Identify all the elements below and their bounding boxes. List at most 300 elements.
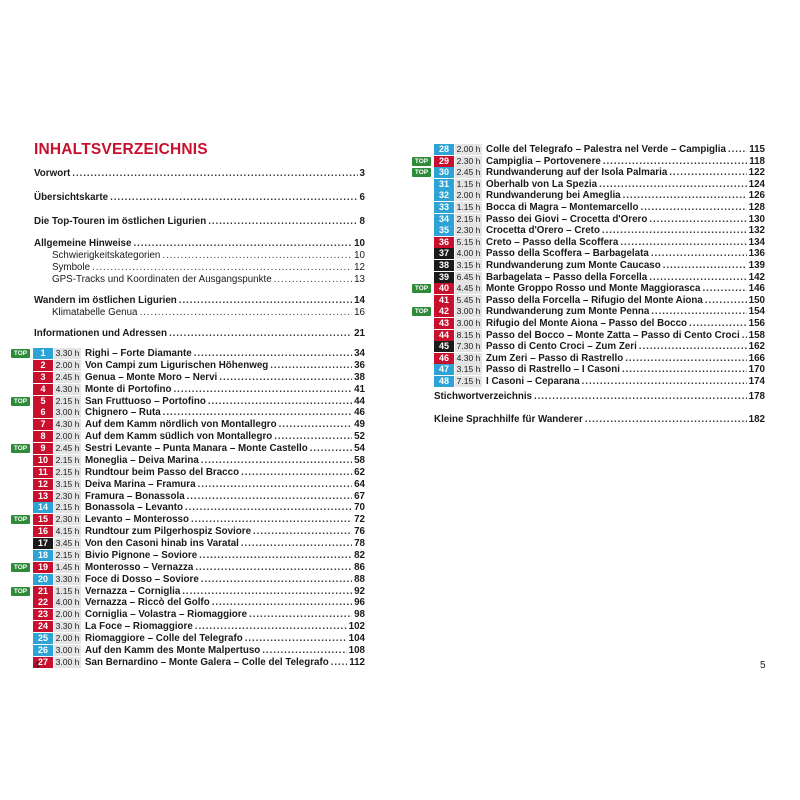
tour-row[interactable]: [0, 407, 400, 419]
tour-number-badge: 48: [434, 376, 454, 387]
toc-entry-page: 10: [354, 238, 365, 249]
toc-entry-title: Allgemeine Hinweise: [34, 238, 132, 249]
tour-number-badge: 30: [434, 167, 454, 178]
tour-duration: 2.00 h: [55, 431, 80, 442]
tour-duration: 2.45 h: [55, 371, 80, 382]
tour-title: Passo della Scoffera – Barbagelata: [486, 248, 649, 260]
tour-entry: [486, 260, 765, 272]
tour-page: 92: [354, 585, 365, 597]
tour-title: Creto – Passo della Scoffera: [486, 236, 619, 248]
tour-duration: 4.00 h: [55, 597, 80, 608]
tour-page: 52: [354, 431, 365, 443]
leader-dots: [651, 306, 746, 318]
tour-entry: [85, 645, 365, 657]
tour-title: Auf dem Kamm nördlich von Montallegro: [85, 419, 277, 431]
top-badge: TOP: [11, 397, 30, 406]
tour-entry: [85, 609, 365, 621]
tour-title: Von den Casoni hinab ins Varatal: [85, 538, 239, 550]
tour-row[interactable]: [0, 396, 400, 408]
toc-entry[interactable]: [34, 216, 365, 228]
tour-number-badge: 13: [33, 491, 53, 502]
tour-entry: [486, 144, 765, 156]
tour-number-badge: 35: [434, 225, 454, 236]
tour-number-badge: 29: [434, 156, 454, 167]
tour-entry: [85, 538, 365, 550]
tour-number-badge: 2: [33, 360, 53, 371]
tour-page: 115: [749, 144, 765, 155]
tour-page: 34: [354, 348, 365, 359]
leader-dots: [72, 168, 357, 180]
tour-duration: 3.00 h: [55, 656, 80, 667]
tour-duration: 2.30 h: [55, 514, 80, 525]
tour-number-badge: 40: [434, 283, 454, 294]
tour-title: Passo del Bocco – Monte Zatta – Passo di Cento Croci: [486, 329, 740, 341]
tour-row[interactable]: [400, 341, 800, 353]
tour-title: Vernazza – Corniglia: [85, 585, 181, 597]
tour-row[interactable]: [0, 360, 400, 372]
tour-title: Auf den Kamm des Monte Malpertuso: [85, 645, 261, 656]
tour-number-badge: 24: [33, 621, 53, 632]
tour-number-badge: 7: [33, 419, 53, 430]
leader-dots: [689, 318, 747, 330]
tour-entry: [85, 562, 365, 574]
tour-duration: 2.00 h: [55, 359, 80, 370]
tour-page: 58: [354, 454, 365, 466]
tour-duration: 2.15 h: [55, 466, 80, 477]
top-badge: TOP: [412, 284, 431, 293]
tour-page: 146: [748, 283, 765, 295]
leader-dots: [194, 348, 352, 360]
tour-entry: [486, 225, 765, 237]
leader-dots: [195, 562, 352, 574]
tour-row[interactable]: [0, 538, 400, 550]
tour-duration: 3.00 h: [456, 306, 481, 317]
top-badge: TOP: [11, 563, 30, 572]
toc-entry[interactable]: [52, 307, 365, 319]
tour-page: 170: [748, 364, 765, 376]
tour-title: Bocca di Magra – Montemarcello: [486, 202, 639, 213]
tour-row[interactable]: [400, 376, 800, 388]
leader-dots: [331, 657, 347, 669]
tour-row[interactable]: [400, 156, 800, 168]
toc-entry-page: 16: [354, 307, 365, 318]
tour-entry: [85, 431, 365, 443]
tour-row[interactable]: [0, 491, 400, 503]
tour-page: 154: [748, 306, 765, 318]
tour-number-badge: 8: [33, 431, 53, 442]
tour-page: 122: [748, 167, 765, 179]
tour-title: Passo di Cento Croci – Zum Zeri: [486, 341, 637, 353]
tour-entry: [486, 179, 765, 191]
tour-number-badge: 21: [33, 586, 53, 597]
toc-entry-title: GPS-Tracks und Koordinaten der Ausgangspunkte: [52, 274, 272, 285]
tour-title: Zum Zeri – Passo di Rastrello: [486, 352, 624, 364]
tour-number-badge: 20: [33, 574, 53, 585]
tour-entry: [85, 574, 365, 586]
tour-duration: 7.30 h: [456, 341, 481, 352]
tour-page: 112: [349, 656, 365, 668]
tour-number-badge: 19: [33, 562, 53, 573]
tour-row[interactable]: [400, 144, 800, 156]
tour-title: Monte di Portofino: [85, 383, 172, 395]
leader-dots: [728, 144, 747, 156]
tour-entry: [486, 190, 765, 202]
tour-page: 67: [354, 490, 365, 502]
tour-row[interactable]: [0, 633, 400, 645]
leader-dots: [534, 391, 747, 403]
leader-dots: [582, 376, 747, 388]
tour-row[interactable]: [0, 597, 400, 609]
tour-entry: [85, 550, 365, 562]
leader-dots: [274, 274, 352, 286]
tour-row[interactable]: [400, 179, 800, 191]
tour-number-badge: 12: [33, 479, 53, 490]
tour-row[interactable]: [400, 214, 800, 226]
tour-page: 104: [348, 633, 365, 645]
tour-row[interactable]: [0, 526, 400, 538]
top-badge: TOP: [11, 515, 30, 524]
leader-dots: [191, 514, 352, 526]
leader-dots: [669, 167, 746, 179]
tour-row[interactable]: [400, 283, 800, 295]
tour-title: Rundwanderung zum Monte Caucaso: [486, 260, 661, 271]
tour-entry: [85, 621, 365, 633]
tour-entry: [85, 479, 365, 491]
tour-title: Corniglia – Volastra – Riomaggiore: [85, 609, 248, 621]
tour-title: Passo della Forcella – Rifugio del Monte Aiona: [486, 294, 703, 306]
toc-entry-title: Vorwort: [34, 168, 71, 179]
tour-duration: 1.15 h: [456, 178, 481, 189]
tour-title: Passo dei Giovi – Crocetta d'Orero: [486, 213, 648, 225]
tour-duration: 4.30 h: [456, 352, 481, 363]
toc-entry[interactable]: [434, 414, 765, 426]
toc-entry[interactable]: [34, 328, 365, 340]
tour-number-badge: 32: [434, 190, 454, 201]
tour-row[interactable]: [0, 550, 400, 562]
leader-dots: [262, 645, 346, 657]
tour-page: 36: [354, 359, 365, 371]
tour-number-badge: 22: [33, 597, 53, 608]
tour-row[interactable]: [0, 574, 400, 586]
tour-row[interactable]: [400, 318, 800, 330]
leader-dots: [163, 407, 352, 419]
tour-duration: 8.15 h: [456, 329, 481, 340]
tour-page: 132: [748, 225, 765, 237]
leader-dots: [623, 190, 747, 202]
tour-page: 142: [748, 271, 765, 283]
tour-page: 78: [354, 538, 365, 550]
tour-entry: [85, 372, 365, 384]
tour-entry: [85, 384, 365, 396]
tour-duration: 3.30 h: [55, 573, 80, 584]
tour-row[interactable]: [400, 364, 800, 376]
tour-number-badge: 45: [434, 341, 454, 352]
toc-entry[interactable]: [34, 192, 365, 204]
toc-entry-title: Wandern im östlichen Ligurien: [34, 295, 177, 306]
tour-row[interactable]: [0, 586, 400, 598]
leader-dots: [212, 597, 352, 609]
tour-duration: 2.30 h: [456, 155, 481, 166]
tour-number-badge: 3: [33, 372, 53, 383]
toc-entry[interactable]: [34, 238, 365, 250]
tour-row[interactable]: [0, 467, 400, 479]
tour-row[interactable]: [0, 562, 400, 574]
tour-entry: [486, 330, 765, 342]
tour-number-badge: 31: [434, 179, 454, 190]
tour-page: 70: [354, 502, 365, 514]
tour-row[interactable]: [0, 443, 400, 455]
tour-entry: [85, 491, 365, 503]
tour-title: Bonassola – Levanto: [85, 502, 183, 514]
tour-entry: [486, 202, 765, 214]
leader-dots: [742, 330, 747, 342]
leader-dots: [620, 237, 746, 249]
tour-row[interactable]: [0, 502, 400, 514]
tour-row[interactable]: [400, 248, 800, 260]
tour-duration: 2.00 h: [456, 190, 481, 201]
tour-page: 64: [354, 478, 365, 490]
toc-entry[interactable]: [52, 262, 365, 274]
leader-dots: [198, 479, 353, 491]
toc-entry[interactable]: [52, 274, 365, 286]
tour-title: Rifugio del Monte Aiona – Passo del Bocco: [486, 318, 688, 329]
tour-page: 124: [748, 178, 765, 190]
tour-number-badge: 47: [434, 364, 454, 375]
leader-dots: [279, 419, 352, 431]
tour-row[interactable]: [400, 306, 800, 318]
toc-entry-title: Die Top-Touren im östlichen Ligurien: [34, 216, 207, 227]
leader-dots: [705, 295, 747, 307]
tour-entry: [486, 167, 765, 179]
tour-page: 139: [748, 260, 765, 271]
tour-duration: 2.15 h: [456, 213, 481, 224]
tour-number-badge: 11: [33, 467, 53, 478]
toc-entry-page: 14: [354, 295, 365, 306]
leader-dots: [140, 307, 353, 319]
toc-entry-page: 21: [354, 328, 365, 339]
tour-page: 38: [354, 371, 365, 383]
tour-row[interactable]: [400, 167, 800, 179]
tour-duration: 3.30 h: [55, 348, 80, 358]
tour-title: I Casoni – Ceparana: [486, 376, 580, 387]
tour-entry: [85, 657, 365, 669]
tour-page: 126: [748, 190, 765, 202]
tour-entry: [85, 419, 365, 431]
leader-dots: [208, 216, 357, 228]
tour-title: Campiglia – Portovenere: [486, 155, 601, 167]
leader-dots: [169, 328, 352, 340]
tour-entry: [85, 597, 365, 609]
tour-duration: 2.00 h: [55, 633, 80, 644]
tour-entry: [85, 396, 365, 408]
tour-title: Deiva Marina – Framura: [85, 478, 196, 490]
tour-entry: [486, 248, 765, 260]
tour-row[interactable]: [0, 609, 400, 621]
tour-number-badge: 39: [434, 272, 454, 283]
tour-title: Bivio Pignone – Soviore: [85, 549, 198, 561]
toc-entry-page: 182: [748, 414, 765, 425]
tour-number-badge: 34: [434, 214, 454, 225]
leader-dots: [179, 295, 352, 307]
leader-dots: [663, 260, 747, 272]
tour-duration: 2.30 h: [55, 490, 80, 501]
tour-row[interactable]: [400, 260, 800, 272]
tour-title: Rundwanderung bei Ameglia: [486, 190, 621, 202]
tour-row[interactable]: [0, 419, 400, 431]
leader-dots: [249, 609, 352, 621]
tour-title: Rundwanderung zum Monte Penna: [486, 306, 650, 318]
tour-row[interactable]: [0, 372, 400, 384]
tour-duration: 1.15 h: [55, 585, 80, 596]
tour-entry: [85, 360, 365, 372]
tour-page: 128: [748, 202, 765, 213]
toc-entry[interactable]: [34, 168, 365, 180]
tour-entry: [85, 633, 365, 645]
tour-row[interactable]: [400, 190, 800, 202]
tour-duration: 1.45 h: [55, 561, 80, 572]
tour-title: Rundtour zum Pilgerhospiz Soviore: [85, 526, 252, 538]
tour-entry: [486, 306, 765, 318]
tour-row[interactable]: [400, 330, 800, 342]
toc-entry-title: Kleine Sprachhilfe für Wanderer: [434, 414, 583, 425]
tour-page: 150: [748, 294, 765, 306]
tour-row[interactable]: [400, 295, 800, 307]
leader-dots: [208, 396, 352, 408]
tour-title: Barbagelata – Passo della Forcella: [486, 271, 648, 283]
tour-number-badge: 33: [434, 202, 454, 213]
tour-duration: 4.30 h: [55, 383, 80, 394]
tour-page: 130: [748, 213, 765, 225]
tour-title: Levanto – Monterosso: [85, 514, 189, 526]
tour-title: La Foce – Riomaggiore: [85, 621, 193, 633]
toc-entry-page: 13: [354, 274, 365, 285]
tour-row[interactable]: [0, 657, 400, 669]
tour-title: Moneglia – Deiva Marina: [85, 454, 199, 466]
leader-dots: [195, 621, 347, 633]
leader-dots: [649, 272, 746, 284]
tour-number-badge: 5: [33, 396, 53, 407]
tour-number-badge: 4: [33, 384, 53, 395]
tour-number-badge: 41: [434, 295, 454, 306]
tour-duration: 2.45 h: [55, 443, 80, 454]
leader-dots: [622, 364, 747, 376]
toc-entry-title: Informationen und Adressen: [34, 328, 167, 339]
top-badge: TOP: [11, 349, 30, 358]
tour-number-badge: 15: [33, 514, 53, 525]
toc-entry-title: Stichwortverzeichnis: [434, 391, 532, 402]
tour-duration: 2.00 h: [55, 609, 80, 620]
toc-entry[interactable]: [34, 295, 365, 307]
right-page: [400, 0, 800, 800]
leader-dots: [187, 491, 352, 503]
tour-number-badge: 27: [33, 657, 53, 668]
tour-duration: 3.00 h: [55, 645, 80, 655]
tour-number-badge: 28: [434, 144, 454, 155]
leader-dots: [702, 283, 746, 295]
tour-entry: [85, 586, 365, 598]
tour-page: 174: [748, 376, 765, 387]
tour-row[interactable]: [0, 645, 400, 657]
tour-entry: [486, 295, 765, 307]
tour-entry: [486, 156, 765, 168]
tour-number-badge: 23: [33, 609, 53, 620]
tour-row[interactable]: [400, 237, 800, 249]
toc-entry-title: Klimatabelle Genua: [52, 307, 138, 318]
leader-dots: [182, 586, 352, 598]
tour-row[interactable]: [0, 384, 400, 396]
toc-entry-title: Schwierigkeitskategorien: [52, 250, 161, 261]
tour-page: 41: [354, 383, 365, 395]
toc-entry[interactable]: [434, 391, 765, 403]
tour-row[interactable]: [0, 455, 400, 467]
leader-dots: [201, 455, 352, 467]
tour-title: Chignero – Ruta: [85, 407, 161, 419]
tour-entry: [85, 348, 365, 360]
tour-row[interactable]: [0, 514, 400, 526]
tour-page: 49: [354, 419, 365, 431]
tour-duration: 2.15 h: [55, 395, 80, 406]
leader-dots: [640, 202, 746, 214]
leader-dots: [185, 502, 352, 514]
leader-dots: [219, 372, 352, 384]
leader-dots: [174, 384, 353, 396]
tour-entry: [85, 526, 365, 538]
tour-row[interactable]: [0, 621, 400, 633]
tour-entry: [486, 318, 765, 330]
tour-entry: [486, 237, 765, 249]
tour-duration: 3.45 h: [55, 538, 80, 549]
tour-title: Passo di Rastrello – I Casoni: [486, 364, 620, 376]
tour-number-badge: 1: [33, 348, 53, 359]
tour-page: 162: [748, 341, 765, 353]
tour-title: Crocetta d'Orero – Creto: [486, 225, 600, 237]
toc-entry[interactable]: [52, 250, 365, 262]
tour-number-badge: 44: [434, 330, 454, 341]
tour-row[interactable]: [400, 272, 800, 284]
leader-dots: [270, 360, 352, 372]
leader-dots: [162, 250, 352, 262]
tour-duration: 5.15 h: [456, 236, 481, 247]
tour-duration: 4.30 h: [55, 419, 80, 430]
tour-title: Rundtour beim Passo del Bracco: [85, 466, 240, 478]
leader-dots: [585, 414, 747, 426]
leader-dots: [649, 214, 746, 226]
tour-row[interactable]: [0, 431, 400, 443]
tour-duration: 3.15 h: [456, 260, 481, 270]
tour-number-badge: 36: [434, 237, 454, 248]
tour-row[interactable]: [0, 479, 400, 491]
tour-page: 136: [748, 248, 765, 260]
leader-dots: [245, 633, 347, 645]
tour-page: 44: [354, 395, 365, 407]
tour-title: Sestri Levante – Punta Manara – Monte Castello: [85, 443, 308, 455]
tour-page: 96: [354, 597, 365, 609]
tour-row[interactable]: [400, 225, 800, 237]
tour-page: 156: [748, 318, 765, 329]
tour-row[interactable]: [400, 353, 800, 365]
tour-page: 62: [354, 466, 365, 478]
tour-page: 118: [749, 155, 765, 167]
tour-entry: [486, 214, 765, 226]
tour-page: 76: [354, 526, 365, 538]
leader-dots: [625, 353, 746, 365]
tour-entry: [486, 353, 765, 365]
tour-duration: 2.30 h: [456, 225, 481, 236]
tour-row[interactable]: [0, 348, 400, 360]
tour-duration: 5.45 h: [456, 294, 481, 305]
tour-row[interactable]: [400, 202, 800, 214]
top-badge: TOP: [11, 587, 30, 596]
